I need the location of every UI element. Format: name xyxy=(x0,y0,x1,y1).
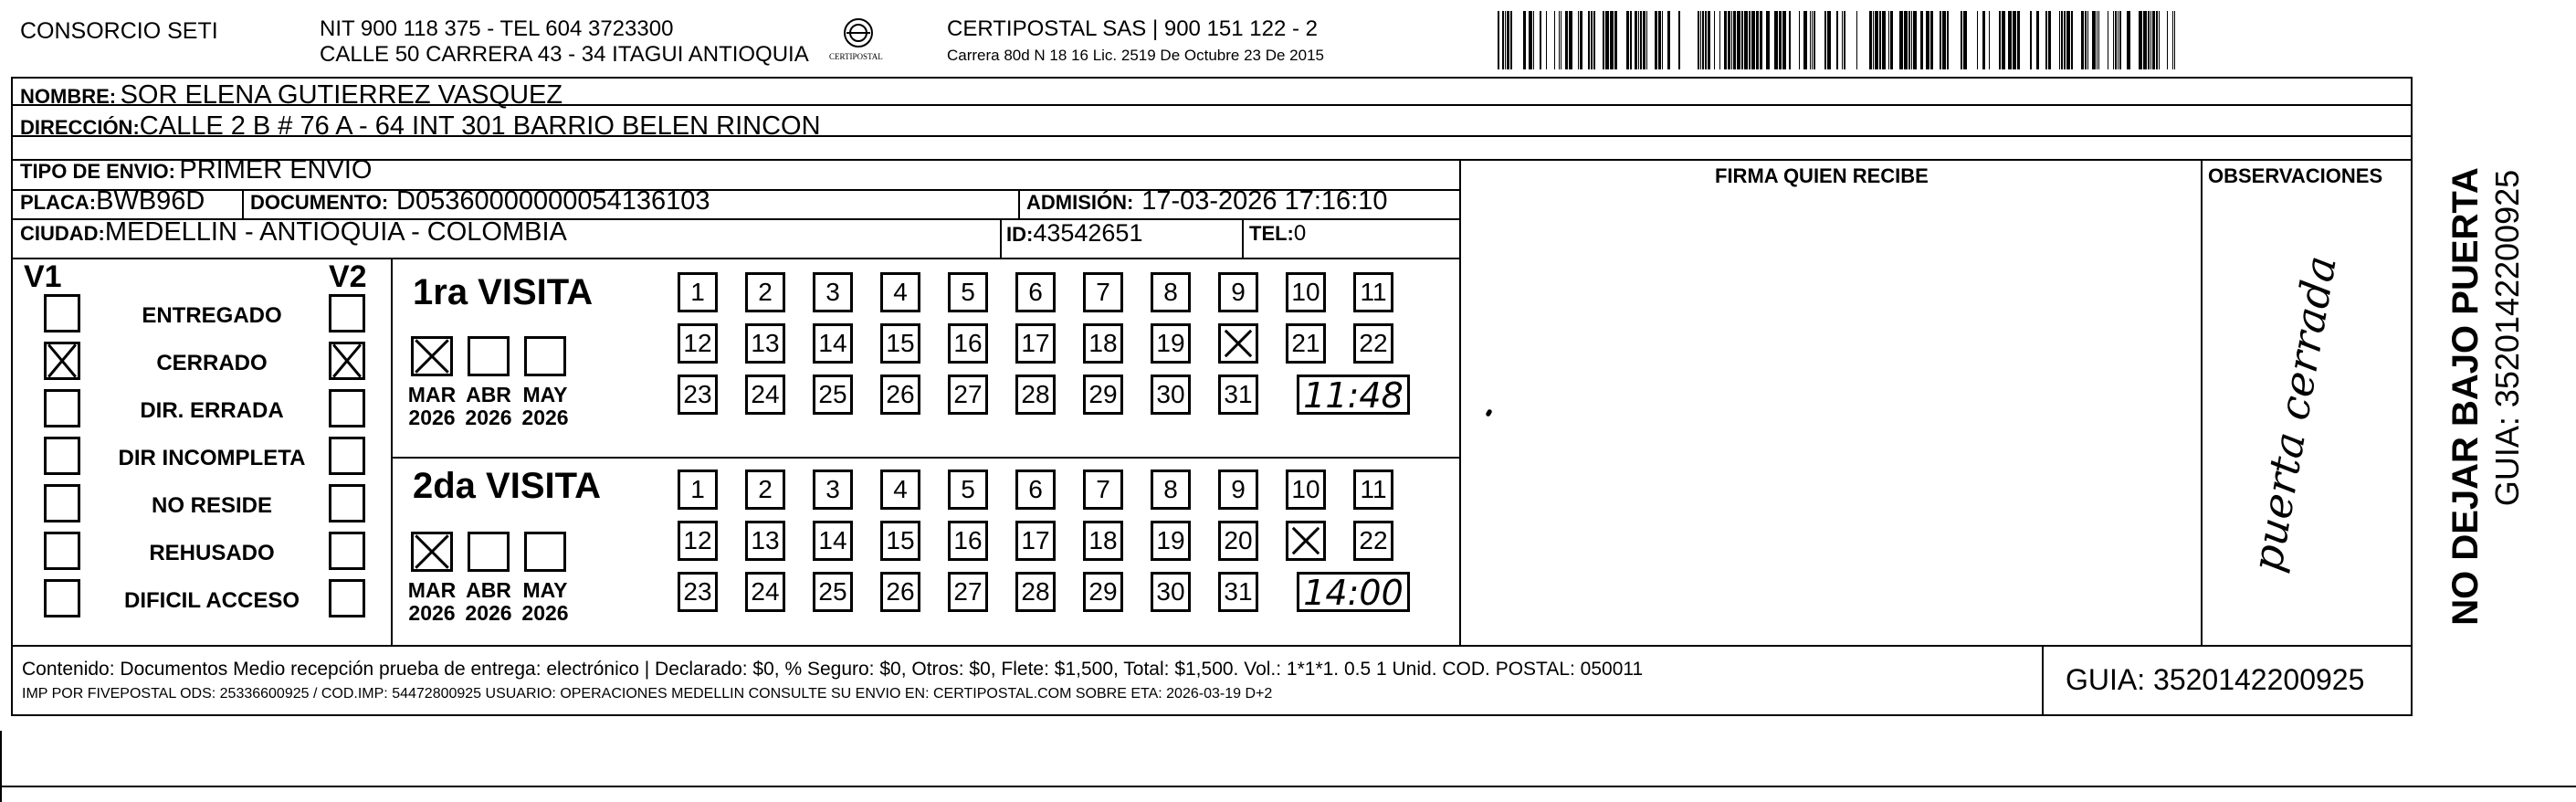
barcode-bar xyxy=(1502,11,1504,69)
month-name: MAR xyxy=(407,383,457,406)
barcode-bar xyxy=(1814,11,1815,69)
v2-status-checkbox[interactable] xyxy=(329,532,365,570)
day-box[interactable]: 24 xyxy=(745,375,785,415)
month-name: MAY xyxy=(522,383,568,406)
visit-time: 14:00 xyxy=(1297,572,1410,612)
day-box[interactable]: 4 xyxy=(880,272,920,312)
v1-status-checkbox[interactable] xyxy=(44,437,80,475)
barcode-bar xyxy=(1546,11,1547,69)
barcode-bar xyxy=(2127,11,2130,69)
barcode-bar xyxy=(1744,11,1748,69)
barcode-bar xyxy=(1827,11,1831,69)
barcode-bar xyxy=(1873,11,1874,69)
day-box[interactable]: 31 xyxy=(1218,572,1258,612)
barcode-bar xyxy=(1766,11,1770,69)
barcode-bar xyxy=(2097,11,2098,69)
side-warning: NO DEJAR BAJO PUERTA xyxy=(2445,167,2486,626)
barcode-bar xyxy=(1569,11,1572,69)
day-box[interactable]: 25 xyxy=(813,572,853,612)
barcode-bar xyxy=(1593,11,1595,69)
signature-area[interactable] xyxy=(1461,190,2199,643)
address-line: CALLE 50 CARRERA 43 - 34 ITAGUI ANTIOQUIA xyxy=(320,42,809,67)
barcode-bar xyxy=(2071,11,2073,69)
company-name: CONSORCIO SETI xyxy=(20,18,218,44)
day-box[interactable]: 25 xyxy=(813,375,853,415)
barcode-bar xyxy=(1733,11,1736,69)
barcode-bar xyxy=(1982,11,1985,69)
second-visit-title: 2da VISITA xyxy=(413,466,601,506)
day-box[interactable]: 14 xyxy=(813,323,853,364)
barcode-bar xyxy=(1760,11,1762,69)
day-box[interactable]: 8 xyxy=(1151,272,1191,312)
day-box[interactable]: 15 xyxy=(880,323,920,364)
barcode-bar xyxy=(1702,11,1704,69)
firma-header: FIRMA QUIEN RECIBE xyxy=(1715,164,1929,187)
barcode-bar xyxy=(1591,11,1593,69)
month-label xyxy=(513,579,577,626)
ciudad-value: MEDELLIN - ANTIOQUIA - COLOMBIA xyxy=(104,217,567,247)
month-checkbox[interactable] xyxy=(411,532,453,572)
day-box[interactable]: 28 xyxy=(1015,375,1056,415)
status-label: DIFICIL ACCESO xyxy=(123,588,300,613)
first-visit-title: 1ra VISITA xyxy=(413,272,594,312)
v2-status-checkbox[interactable] xyxy=(329,579,365,617)
barcode-bar xyxy=(1963,11,1967,69)
barcode-bar xyxy=(1751,11,1755,69)
day-box[interactable]: 7 xyxy=(1083,272,1123,312)
day-box[interactable]: 6 xyxy=(1015,272,1056,312)
barcode-bar xyxy=(1529,11,1532,69)
v1-status-checkbox[interactable] xyxy=(44,579,80,617)
barcode-bar xyxy=(1588,11,1590,69)
footer-contenido: Contenido: Documentos Medio recepción prueba de entrega: electrónico | Declarado: $0, % Seguro: $0, Otros: $0, Flete: $1,500, Total: $1,500. Vol.: 1*1*1. 0.5 1 Unid. COD. POSTAL: 050011 xyxy=(22,659,1644,680)
barcode-bar xyxy=(1719,11,1720,69)
barcode-bar xyxy=(1507,11,1509,69)
placa-value: BWB96D xyxy=(96,186,205,216)
barcode-bar xyxy=(1655,11,1657,69)
barcode-bar xyxy=(2118,11,2119,69)
barcode-bar xyxy=(2156,11,2158,69)
barcode-bar xyxy=(1658,11,1661,69)
day-box[interactable]: 4 xyxy=(880,470,920,510)
placa-row: PLACA:BWB96D xyxy=(20,186,205,216)
barcode-bar xyxy=(1714,11,1715,69)
barcode-bar xyxy=(1942,11,1946,69)
barcode-bar xyxy=(1844,11,1845,69)
barcode-bar xyxy=(1842,11,1843,69)
status-label: REHUSADO xyxy=(149,541,275,565)
v2-status-checkbox[interactable] xyxy=(329,437,365,475)
barcode-bar xyxy=(1930,11,1933,69)
month-name: ABR xyxy=(466,383,511,406)
day-box[interactable]: 23 xyxy=(678,375,718,415)
day-box[interactable]: 13 xyxy=(745,521,785,561)
day-box[interactable]: 10 xyxy=(1286,272,1326,312)
barcode-bar xyxy=(1554,11,1555,69)
barcode-bar xyxy=(1678,11,1680,69)
day-box[interactable]: 7 xyxy=(1083,470,1123,510)
barcode-bar xyxy=(1638,11,1639,69)
day-box[interactable]: 5 xyxy=(948,272,988,312)
month-name: MAY xyxy=(522,578,568,602)
month-name: MAR xyxy=(407,578,457,602)
day-box[interactable]: 31 xyxy=(1218,375,1258,415)
barcode-bar xyxy=(1565,11,1568,69)
barcode-bar xyxy=(1605,11,1609,69)
day-box[interactable]: 23 xyxy=(678,572,718,612)
barcode-bar xyxy=(1926,11,1929,69)
barcode-bar xyxy=(1882,11,1886,69)
month-year: 2026 xyxy=(408,601,456,626)
barcode-bar xyxy=(1646,11,1647,69)
month-year: 2026 xyxy=(408,406,456,430)
barcode-bar xyxy=(2008,11,2012,69)
tel-row: TEL:0 xyxy=(1249,221,1307,246)
v1-label: V1 xyxy=(24,259,62,294)
observaciones-handwritten: puerta cerrada xyxy=(2242,251,2346,576)
day-box[interactable]: 3 xyxy=(813,272,853,312)
barcode-bar xyxy=(1836,11,1838,69)
month-label xyxy=(513,384,577,430)
barcode-bar xyxy=(1782,11,1786,69)
barcode-bar xyxy=(1803,11,1807,69)
recipient-address: CALLE 2 B # 76 A - 64 INT 301 BARRIO BELEN RINCON xyxy=(139,111,821,141)
barcode-bar xyxy=(1869,11,1872,69)
barcode-bar xyxy=(1812,11,1813,69)
day-box[interactable]: 17 xyxy=(1015,521,1056,561)
day-box[interactable]: 1 xyxy=(678,470,718,510)
barcode-bar xyxy=(1856,11,1857,69)
status-label: NO RESIDE xyxy=(151,493,273,518)
day-box[interactable]: 16 xyxy=(948,323,988,364)
barcode-bar xyxy=(2085,11,2087,69)
day-box[interactable]: 11 xyxy=(1353,470,1393,510)
status-label: DIR. ERRADA xyxy=(140,398,284,423)
barcode-bar xyxy=(1533,11,1534,69)
day-box[interactable]: 19 xyxy=(1151,323,1191,364)
barcode-bar xyxy=(2036,11,2039,69)
status-label: CERRADO xyxy=(156,351,268,375)
barcode-bar xyxy=(1559,11,1560,69)
barcode-bar xyxy=(2061,11,2063,69)
barcode-bar xyxy=(2148,11,2150,69)
barcode-bar xyxy=(1911,11,1912,69)
barcode-bar xyxy=(1879,11,1881,69)
day-box[interactable]: 20 xyxy=(1218,521,1258,561)
barcode-bar xyxy=(1698,11,1699,69)
month-label xyxy=(457,579,520,626)
barcode-bar xyxy=(1737,11,1740,69)
signature-mark xyxy=(1485,408,1492,417)
nombre-row: NOMBRE: SOR ELENA GUTIERREZ VASQUEZ xyxy=(20,80,563,110)
barcode-bar xyxy=(1779,11,1782,69)
day-box[interactable]: 12 xyxy=(678,323,718,364)
id-row: ID:43542651 xyxy=(1006,219,1143,247)
ciudad-row: CIUDAD:MEDELLIN - ANTIOQUIA - COLOMBIA xyxy=(20,217,567,247)
barcode-bar xyxy=(1940,11,1941,69)
direccion-row: DIRECCIÓN:CALLE 2 B # 76 A - 64 INT 301 BARRIO BELEN RINCON xyxy=(20,111,821,141)
day-box[interactable]: 27 xyxy=(948,375,988,415)
barcode-bar xyxy=(2115,11,2117,69)
barcode-bar xyxy=(2066,11,2070,69)
license-line: Carrera 80d N 18 16 Lic. 2519 De Octubre 23 De 2015 xyxy=(947,47,1324,64)
logo-text: CERTIPOSTAL xyxy=(829,52,883,61)
day-box[interactable]: 12 xyxy=(678,521,718,561)
day-box[interactable]: 28 xyxy=(1015,572,1056,612)
day-box[interactable]: 30 xyxy=(1151,572,1191,612)
admision-row: ADMISIÓN: 17-03-2026 17:16:10 xyxy=(1026,186,1388,216)
footer-guia: GUIA: 3520142200925 xyxy=(2066,663,2365,696)
day-box[interactable]: 17 xyxy=(1015,323,1056,364)
barcode-bar xyxy=(1540,11,1541,69)
day-box[interactable]: 14 xyxy=(813,521,853,561)
barcode-bar xyxy=(1961,11,1962,69)
day-box[interactable]: 9 xyxy=(1218,272,1258,312)
day-box[interactable]: 9 xyxy=(1218,470,1258,510)
v2-status-checkbox[interactable] xyxy=(329,484,365,522)
barcode-bar xyxy=(2013,11,2016,69)
barcode-bar xyxy=(1989,11,1990,69)
barcode-bar xyxy=(2119,11,2121,69)
day-box[interactable]: 11 xyxy=(1353,272,1393,312)
visit-time: 11:48 xyxy=(1297,375,1410,415)
documento-value: D05360000000054136103 xyxy=(396,186,710,216)
barcode-bar xyxy=(2167,11,2168,69)
barcode-bar xyxy=(1789,11,1791,69)
barcode-bar xyxy=(2150,11,2151,69)
barcode-bar xyxy=(1890,11,1893,69)
day-box[interactable]: 15 xyxy=(880,521,920,561)
barcode-bar xyxy=(1731,11,1732,69)
barcode-bar xyxy=(1724,11,1727,69)
barcode-bar xyxy=(2081,11,2084,69)
barcode-bar xyxy=(1505,11,1506,69)
barcode-bar xyxy=(1640,11,1642,69)
day-box[interactable]: 8 xyxy=(1151,470,1191,510)
barcode-bar xyxy=(1799,11,1800,69)
month-checkbox[interactable] xyxy=(524,532,566,572)
tipo-row: TIPO DE ENVIO: PRIMER ENVIO xyxy=(20,155,373,185)
day-box[interactable]: 1 xyxy=(678,272,718,312)
barcode-bar xyxy=(1498,11,1499,69)
barcode-bar xyxy=(1630,11,1632,69)
day-box[interactable]: 29 xyxy=(1083,572,1123,612)
v1-status-checkbox[interactable] xyxy=(44,294,80,332)
month-checkbox[interactable] xyxy=(411,336,453,376)
month-checkbox[interactable] xyxy=(468,336,510,376)
barcode-bar xyxy=(2113,11,2114,69)
barcode-bar xyxy=(1700,11,1701,69)
barcode-bar xyxy=(1614,11,1617,69)
barcode-bar xyxy=(2045,11,2047,69)
barcode-bar xyxy=(2159,11,2160,69)
barcode-bar xyxy=(1741,11,1743,69)
barcode-bar xyxy=(1810,11,1811,69)
barcode-bar xyxy=(1908,11,1910,69)
v2-status-checkbox[interactable] xyxy=(329,342,365,380)
barcode-bar xyxy=(1580,11,1582,69)
barcode-bar xyxy=(1999,11,2001,69)
barcode-bar xyxy=(2174,11,2175,69)
v2-status-checkbox[interactable] xyxy=(329,389,365,427)
barcode-bar xyxy=(1899,11,1903,69)
barcode-bar xyxy=(1875,11,1878,69)
status-label: DIR INCOMPLETA xyxy=(118,446,306,470)
certipostal-logo xyxy=(826,15,890,69)
barcode-bar xyxy=(1667,11,1670,69)
day-box[interactable]: 19 xyxy=(1151,521,1191,561)
barcode-bar xyxy=(2048,11,2051,69)
admision-value: 17-03-2026 17:16:10 xyxy=(1141,186,1388,216)
day-box[interactable]: 13 xyxy=(745,323,785,364)
barcode-bar xyxy=(1888,11,1889,69)
day-box[interactable]: 18 xyxy=(1083,521,1123,561)
certipostal-line: CERTIPOSTAL SAS | 900 151 122 - 2 xyxy=(947,16,1318,41)
month-name: ABR xyxy=(466,578,511,602)
barcode-bar xyxy=(1643,11,1645,69)
month-checkbox[interactable] xyxy=(468,532,510,572)
day-box[interactable]: 5 xyxy=(948,470,988,510)
month-label xyxy=(457,384,520,430)
barcode-bar xyxy=(2030,11,2032,69)
day-box[interactable]: 30 xyxy=(1151,375,1191,415)
barcode-bar xyxy=(1708,11,1710,69)
month-year: 2026 xyxy=(521,601,569,626)
barcode-bar xyxy=(1756,11,1759,69)
observaciones-header: OBSERVACIONES xyxy=(2208,164,2383,187)
barcode-bar xyxy=(1510,11,1512,69)
day-box[interactable]: 22 xyxy=(1353,521,1393,561)
day-box[interactable]: 2 xyxy=(745,272,785,312)
barcode-bar xyxy=(1920,11,1923,69)
month-label xyxy=(400,579,464,626)
month-checkbox[interactable] xyxy=(524,336,566,376)
day-box[interactable]: 2 xyxy=(745,470,785,510)
barcode-bar xyxy=(2087,11,2088,69)
barcode-bar xyxy=(1977,11,1978,69)
barcode-bar xyxy=(1824,11,1826,69)
barcode-bar xyxy=(2152,11,2155,69)
day-box[interactable]: 26 xyxy=(880,572,920,612)
day-box[interactable]: 3 xyxy=(813,470,853,510)
barcode-bar xyxy=(2059,11,2060,69)
day-box[interactable]: 21 xyxy=(1286,323,1326,364)
barcode-bar xyxy=(2143,11,2147,69)
day-box[interactable]: 16 xyxy=(948,521,988,561)
barcode-bar xyxy=(1662,11,1663,69)
v1-status-checkbox[interactable] xyxy=(44,484,80,522)
day-box[interactable]: 27 xyxy=(948,572,988,612)
day-box[interactable]: 22 xyxy=(1353,323,1393,364)
month-year: 2026 xyxy=(465,406,512,430)
barcode-bar xyxy=(1728,11,1730,69)
id-value: 43542651 xyxy=(1033,219,1143,247)
day-box[interactable]: 18 xyxy=(1083,323,1123,364)
barcode-bar xyxy=(1626,11,1629,69)
barcode-bar xyxy=(1904,11,1908,69)
day-box[interactable]: 24 xyxy=(745,572,785,612)
day-box[interactable]: 29 xyxy=(1083,375,1123,415)
barcode-bar xyxy=(1749,11,1751,69)
month-label xyxy=(400,384,464,430)
day-box[interactable] xyxy=(1218,323,1258,364)
day-box[interactable] xyxy=(1286,521,1326,561)
barcode-bar xyxy=(1635,11,1637,69)
footer-imp: IMP POR FIVEPOSTAL ODS: 25336600925 / COD.IMP: 54472800925 USUARIO: OPERACIONES MEDELLIN CONSULTE SU ENVIO EN: CERTIPOSTAL.COM SOBRE ETA: 2026-03-19 D+2 xyxy=(22,686,1273,702)
barcode-bar xyxy=(2002,11,2005,69)
recipient-name: SOR ELENA GUTIERREZ VASQUEZ xyxy=(120,80,563,110)
barcode-bar xyxy=(2017,11,2020,69)
day-box[interactable]: 10 xyxy=(1286,470,1326,510)
barcode-bar xyxy=(1523,11,1526,69)
barcode-bar xyxy=(2098,11,2099,69)
day-box[interactable]: 26 xyxy=(880,375,920,415)
nit-line: NIT 900 118 375 - TEL 604 3723300 xyxy=(320,16,674,41)
observaciones-area[interactable] xyxy=(2203,190,2411,643)
barcode-bar xyxy=(1603,11,1604,69)
barcode-bar xyxy=(1610,11,1614,69)
v2-label: V2 xyxy=(329,259,367,294)
barcode xyxy=(1498,11,2182,69)
barcode-bar xyxy=(2092,11,2096,69)
month-year: 2026 xyxy=(521,406,569,430)
day-box[interactable]: 6 xyxy=(1015,470,1056,510)
shipment-type: PRIMER ENVIO xyxy=(179,155,373,185)
barcode-bar xyxy=(1947,11,1949,69)
v2-status-checkbox[interactable] xyxy=(329,294,365,332)
side-guia: GUIA: 3520142200925 xyxy=(2488,169,2526,507)
v1-status-checkbox[interactable] xyxy=(44,342,80,380)
barcode-bar xyxy=(1774,11,1778,69)
tel-value: 0 xyxy=(1293,221,1307,246)
barcode-bar xyxy=(1578,11,1579,69)
barcode-bar xyxy=(2064,11,2066,69)
barcode-bar xyxy=(2172,11,2173,69)
v1-status-checkbox[interactable] xyxy=(44,389,80,427)
month-year: 2026 xyxy=(465,601,512,626)
status-label: ENTREGADO xyxy=(142,303,282,328)
documento-row: DOCUMENTO: D05360000000054136103 xyxy=(250,186,710,216)
barcode-bar xyxy=(1913,11,1917,69)
barcode-bar xyxy=(2139,11,2142,69)
barcode-bar xyxy=(1705,11,1707,69)
v1-status-checkbox[interactable] xyxy=(44,532,80,570)
